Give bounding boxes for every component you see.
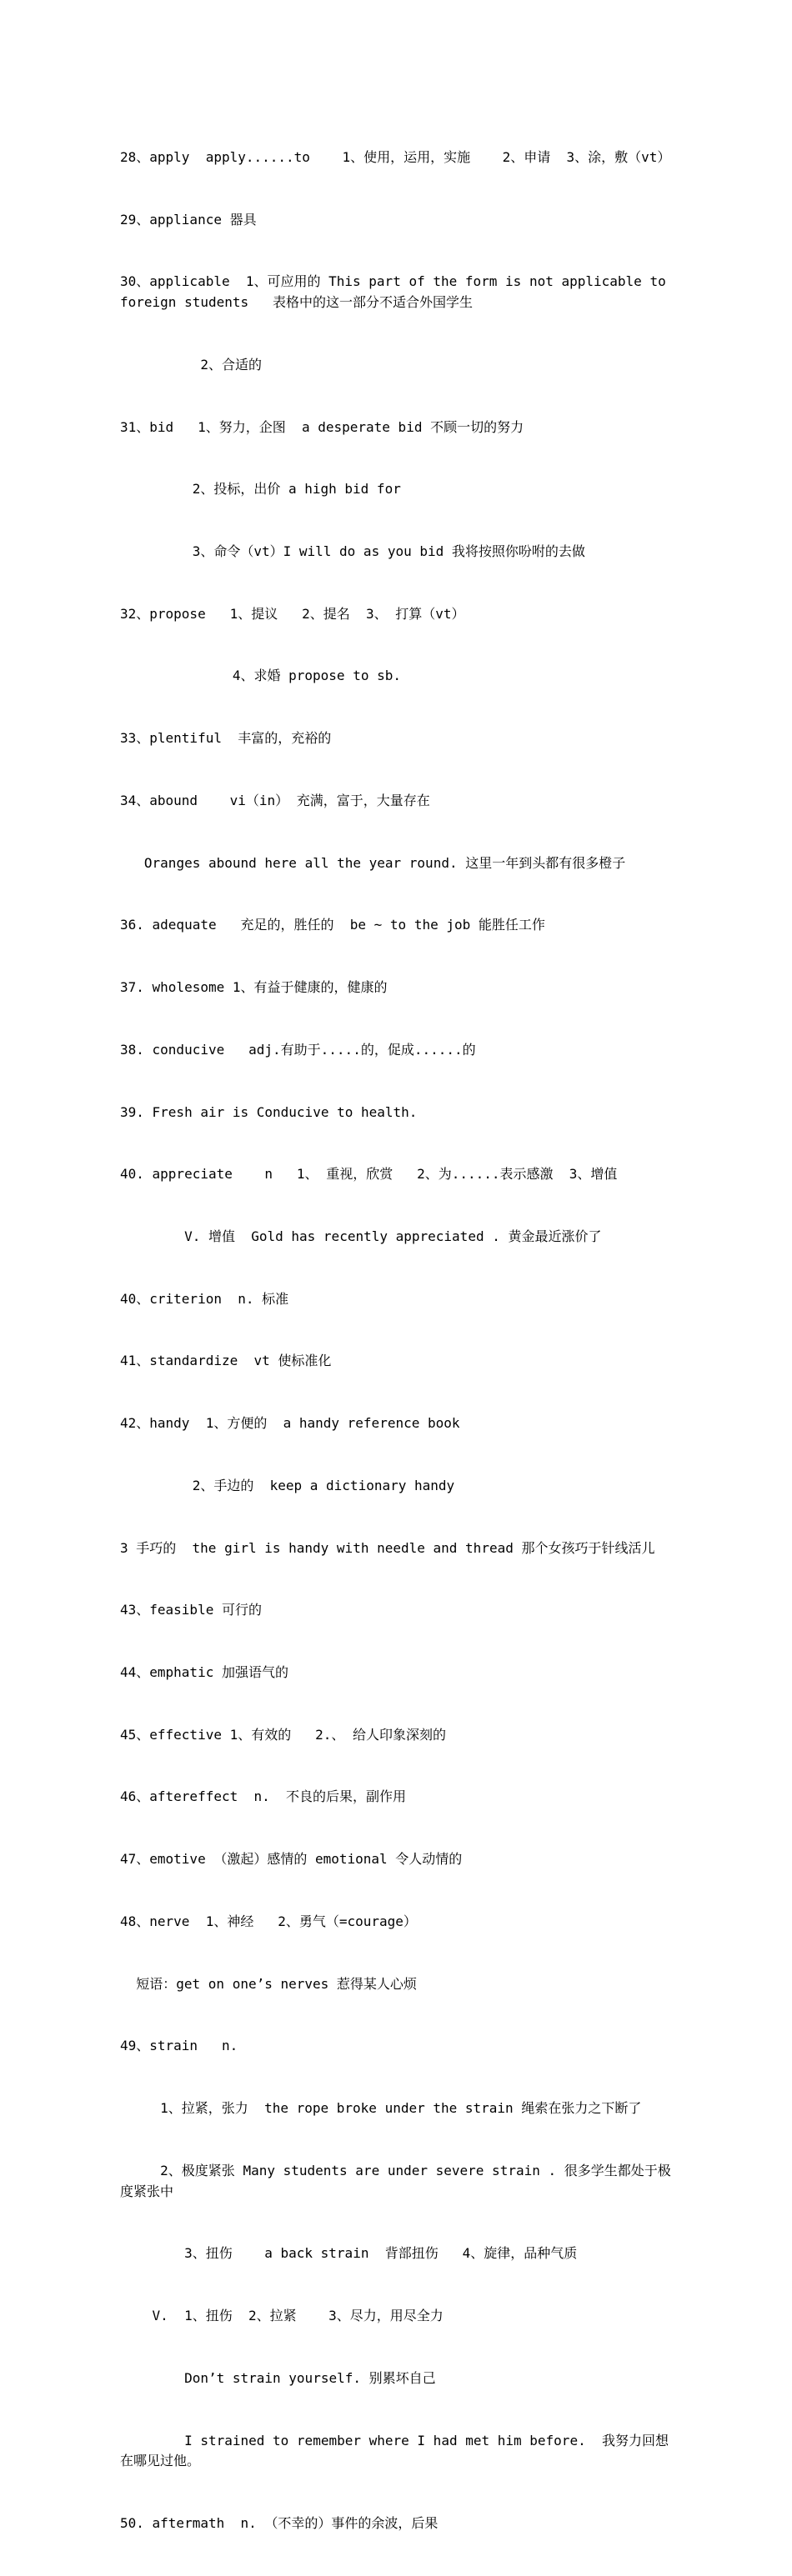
entry-line: 43、feasible 可行的 <box>120 1602 262 1618</box>
entry-line: 31、bid 1、努力，企图 a desperate bid 不顾一切的努力 <box>120 418 524 435</box>
entry-line: 46、aftereffect n. 不良的后果，副作用 <box>120 1788 407 1805</box>
entry-line: Oranges abound here all the year round. 这里一年到头都有很多橙子 <box>120 854 626 871</box>
entry-line: 50. aftermath n. （不幸的）事件的余波，后果 <box>120 2515 439 2532</box>
entry-line: 短语：get on one’s nerves 惹得某人心烦 <box>120 1975 417 1992</box>
entry-line: V. 增值 Gold has recently appreciated . 黄金最近涨价了 <box>120 1228 602 1244</box>
vocabulary-list <box>120 106 674 2576</box>
entry-line: 28、apply apply......to 1、使用，运用，实施 2、申请 3、涂，敷（vt） <box>120 148 671 165</box>
entry-line: 2、合适的 <box>120 356 262 373</box>
entry-line: 40、criterion n. 标准 <box>120 1290 289 1307</box>
entry-line: 45、effective 1、有效的 2.、 给人印象深刻的 <box>120 1726 447 1743</box>
entry-line: 4、求婚 propose to sb. <box>120 668 401 684</box>
entry-line: 3、扭伤 a back strain 背部扭伤 4、旋律，品种气质 <box>120 2245 578 2262</box>
entry-line: 36. adequate 充足的，胜任的 be ~ to the job 能胜任工作 <box>120 917 545 933</box>
entry-line: 49、strain n. <box>120 2038 238 2054</box>
entry-line: 38. conducive adj.有助于.....的，促成......的 <box>120 1041 476 1058</box>
entry-line: 40. appreciate n 1、 重视，欣赏 2、为......表示感激 3、增值 <box>120 1166 618 1183</box>
entry-line: 32、propose 1、提议 2、提名 3、 打算（vt） <box>120 605 465 622</box>
entry-line: 37. wholesome 1、有益于健康的，健康的 <box>120 979 388 996</box>
entry-line: 47、emotive （激起）感情的 emotional 令人动情的 <box>120 1851 463 1868</box>
entry-line: 44、emphatic 加强语气的 <box>120 1663 288 1680</box>
entry-line: 2、投标，出价 a high bid for <box>120 481 401 498</box>
entry-line: 33、plentiful 丰富的，充裕的 <box>120 730 332 747</box>
entry-line: Don’t strain yourself. 别累坏自己 <box>120 2369 436 2386</box>
entry-line: 41、standardize vt 使标准化 <box>120 1353 332 1369</box>
entry-line: 3 手巧的 the girl is handy with needle and thread 那个女孩巧于针线活儿 <box>120 1539 655 1556</box>
entry-line: I strained to remember where I had met him before. 我努力回想在哪见过他。 <box>120 2432 669 2469</box>
entry-line: 29、appliance 器具 <box>120 211 257 228</box>
entry-line: 3、命令（vt）I will do as you bid 我将按照你吩咐的去做 <box>120 543 585 560</box>
entry-line: 30、applicable 1、可应用的 This part of the form is not applicable to foreign students 表格中的这一部分不适合外国学生 <box>120 273 674 311</box>
entry-line: 34、abound vi（in） 充满，富于，大量存在 <box>120 792 430 808</box>
entry-line: 1、拉紧，张力 the rope broke under the strain 绳索在张力之下断了 <box>120 2100 642 2116</box>
entry-line: 48、nerve 1、神经 2、勇气（=courage） <box>120 1913 417 1929</box>
entry-line: 39. Fresh air is Conducive to health. <box>120 1103 418 1120</box>
entry-line: 2、手边的 keep a dictionary handy <box>120 1477 455 1493</box>
entry-line: 42、handy 1、方便的 a handy reference book <box>120 1415 460 1432</box>
entry-line: 2、极度紧张 Many students are under severe strain . 很多学生都处于极度紧张中 <box>120 2162 671 2199</box>
entry-line: V. 1、扭伤 2、拉紧 3、尽力，用尽全力 <box>120 2308 444 2324</box>
